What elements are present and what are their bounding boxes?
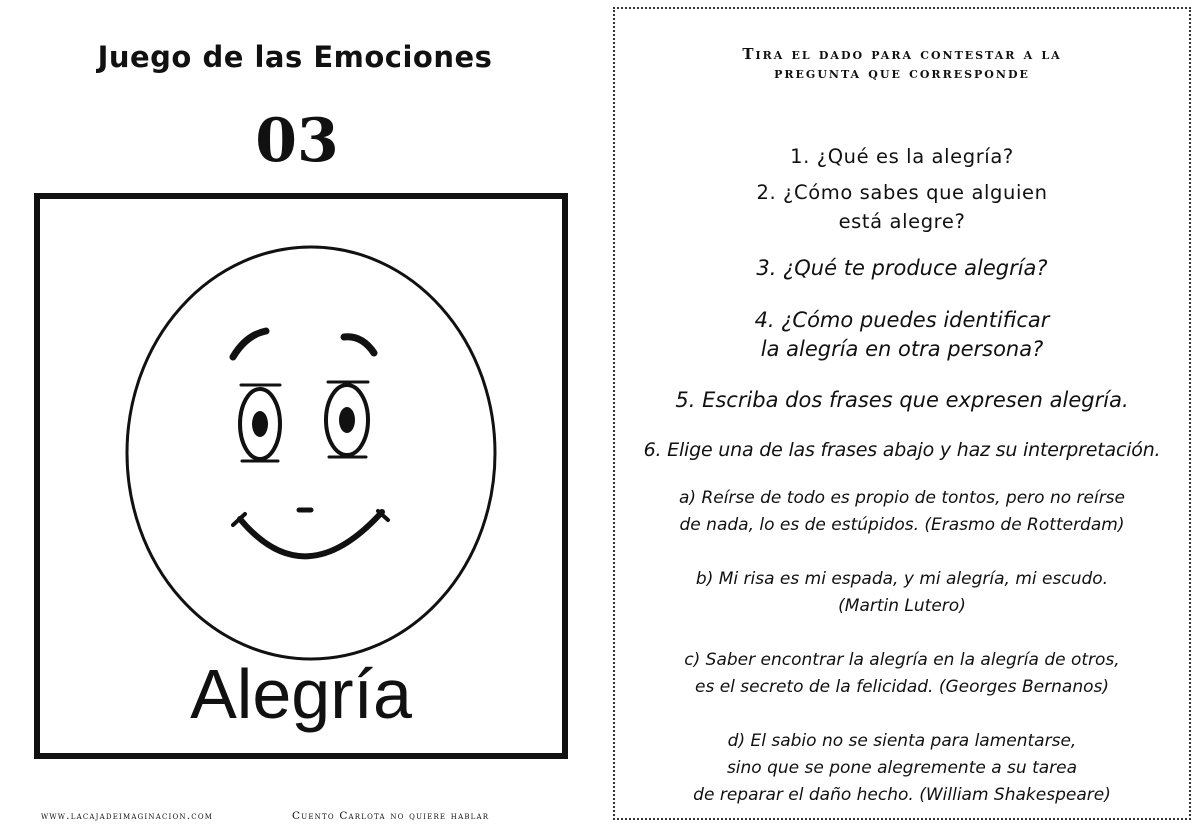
footer-story: Cuento Carlota no quiere hablar	[292, 810, 490, 822]
question-line: 3. ¿Qué te produce alegría?	[756, 256, 1048, 280]
quote-line: a) Reírse de todo es propio de tontos, pero no reírse	[678, 488, 1126, 508]
question-line: 5. Escriba dos frases que expresen alegría.	[675, 388, 1129, 412]
quote-line: es el secreto de la felicidad. (Georges Bernanos)	[695, 677, 1109, 697]
question-4	[615, 306, 1189, 364]
question-line: 1. ¿Qué es la alegría?	[790, 145, 1014, 168]
right-eyebrow	[344, 337, 374, 353]
question-2	[615, 178, 1189, 236]
emotion-card	[34, 193, 568, 759]
quote-line: (Martin Lutero)	[838, 596, 966, 616]
instruction-line: pregunta que corresponde	[774, 64, 1030, 82]
question-line: 4. ¿Cómo puedes identificar	[754, 308, 1050, 332]
quote-line: b) Mi risa es mi espada, y mi alegría, mi escudo.	[695, 569, 1109, 589]
question-line: 6. Elige una de las frases abajo y haz su interpretación.	[643, 439, 1161, 461]
card-number: 03	[255, 106, 339, 176]
quote-line: de reparar el daño hecho. (William Shakespeare)	[693, 785, 1111, 805]
footer-website: www.lacajadeimaginacion.com	[41, 810, 214, 822]
instruction-line: Tira el dado para contestar a la	[742, 45, 1062, 63]
emotion-label: Alegría	[190, 655, 412, 733]
question-line: 2. ¿Cómo sabes que alguien	[756, 181, 1048, 204]
quote-line: de nada, lo es de estúpidos. (Erasmo de Rotterdam)	[679, 515, 1125, 535]
question-6	[615, 436, 1189, 465]
quote-b	[615, 566, 1189, 620]
game-title: Juego de las Emociones	[97, 40, 493, 74]
question-1	[615, 142, 1189, 171]
quote-a	[615, 485, 1189, 539]
quote-d	[615, 728, 1189, 809]
instructions	[615, 45, 1189, 83]
left-pupil	[252, 411, 268, 437]
question-line: la alegría en otra persona?	[760, 337, 1044, 361]
face-outline	[127, 247, 495, 659]
questions-panel	[613, 7, 1191, 820]
left-eyebrow	[233, 331, 266, 357]
question-3	[615, 254, 1189, 283]
question-line: está alegre?	[838, 210, 966, 233]
quote-line: sino que se pone alegremente a su tarea	[726, 758, 1078, 778]
right-pupil	[339, 407, 355, 433]
smile	[240, 512, 382, 556]
quote-line: c) Saber encontrar la alegría en la alegría de otros,	[684, 650, 1120, 670]
quote-line: d) El sabio no se sienta para lamentarse,	[727, 731, 1077, 751]
quote-c	[615, 647, 1189, 701]
question-5	[615, 386, 1189, 415]
